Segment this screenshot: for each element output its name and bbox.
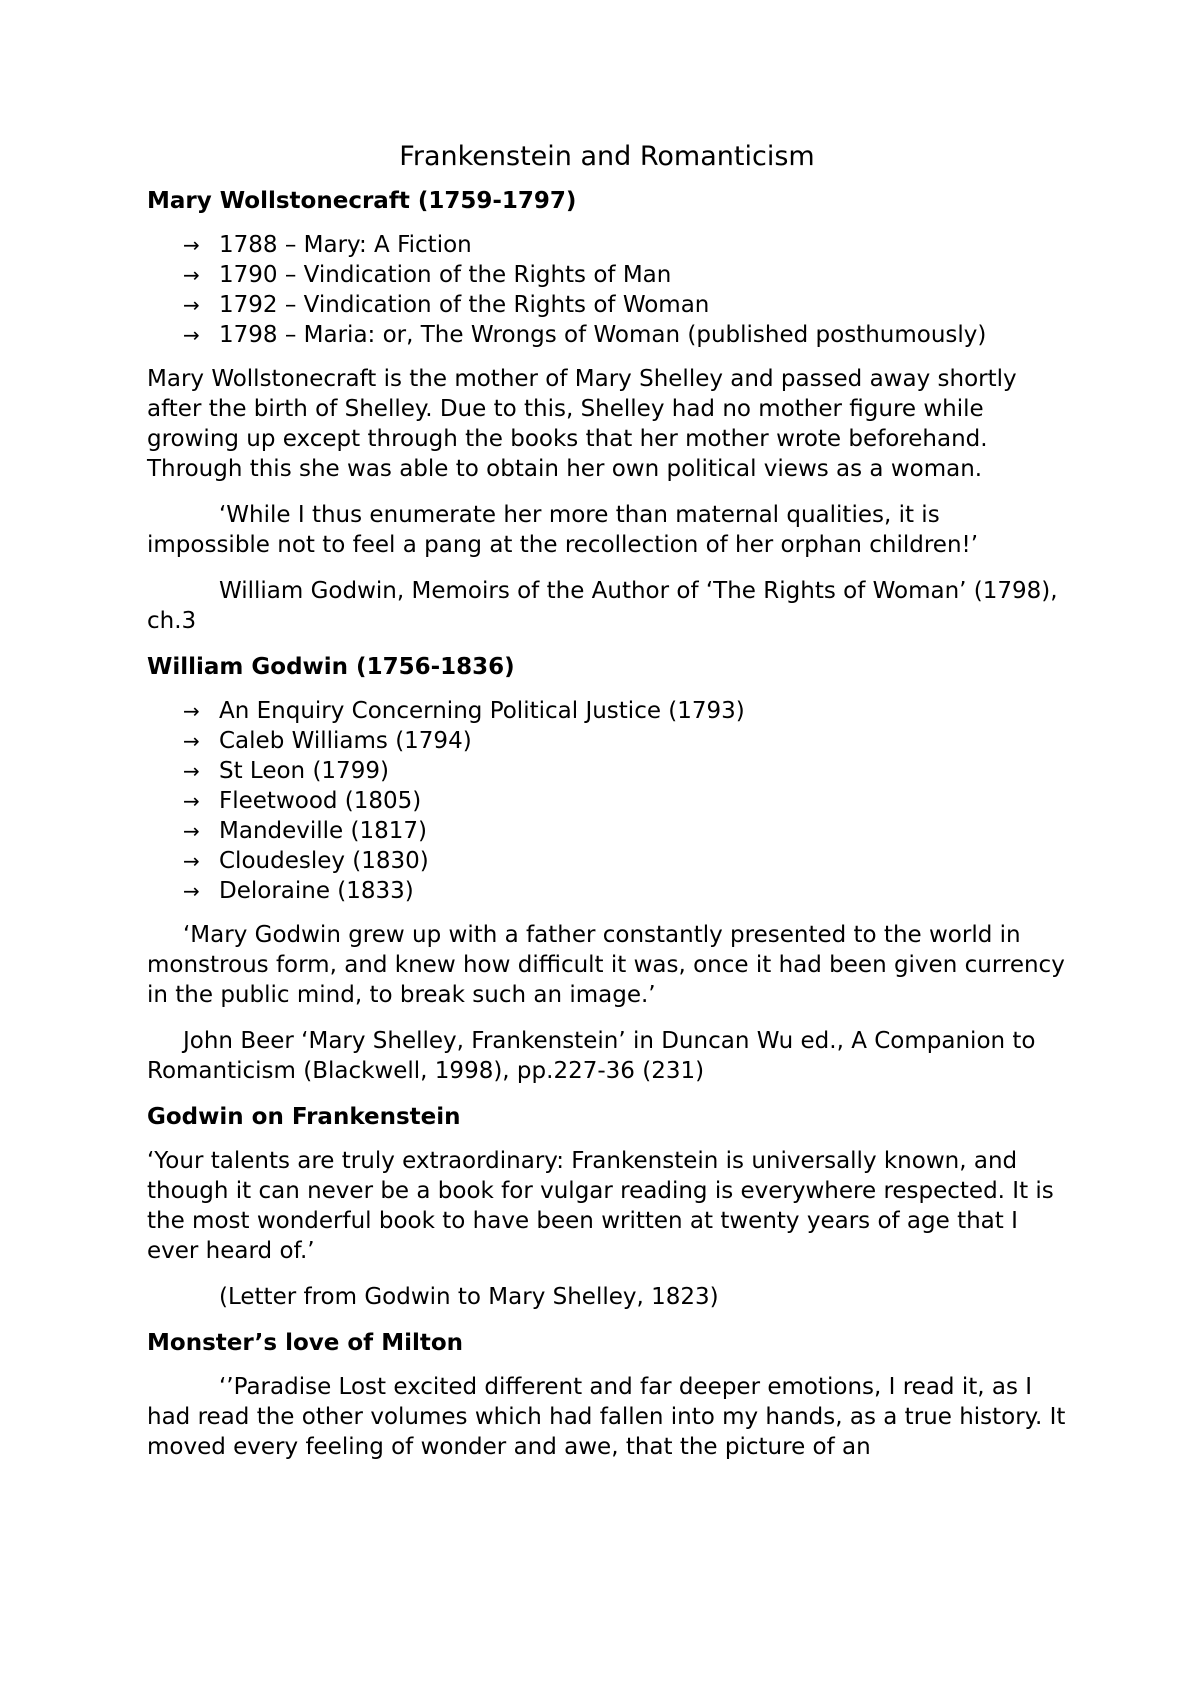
section-heading-wollstonecraft: Mary Wollstonecraft (1759-1797) xyxy=(147,188,577,214)
list-item: → Caleb Williams (1794) xyxy=(183,728,472,754)
wollstonecraft-quote: ‘While I thus enumerate her more than maternal qualities, it is impossible not to feel a pang at the recollection of her orphan children!’ xyxy=(147,502,979,558)
arrow-icon: → xyxy=(183,293,200,317)
document-page xyxy=(147,140,1067,1478)
milton-quote: ‘’Paradise Lost excited different and far deeper emotions, I read it, as I had read the other volumes which had fallen into my hands, as a true history. It moved every feeling of wonder and awe, that the picture of an xyxy=(147,1374,1066,1460)
list-item: → An Enquiry Concerning Political Justice (1793) xyxy=(183,698,745,724)
arrow-icon: → xyxy=(183,233,200,257)
godwin-letter-citation: (Letter from Godwin to Mary Shelley, 1823) xyxy=(219,1284,719,1310)
wollstonecraft-citation: William Godwin, Memoirs of the Author of ‘The Rights of Woman’ (1798), ch.3 xyxy=(147,578,1058,634)
godwin-works-list xyxy=(183,696,1067,906)
wollstonecraft-works-list xyxy=(183,230,1067,350)
list-item: → 1788 – Mary: A Fiction xyxy=(183,232,472,258)
arrow-icon: → xyxy=(183,759,200,783)
arrow-icon: → xyxy=(183,263,200,287)
arrow-icon: → xyxy=(183,729,200,753)
wollstonecraft-paragraph: Mary Wollstonecraft is the mother of Mary Shelley and passed away shortly after the birth of Shelley. Due to this, Shelley had no mother figure while growing up except through the books that her mother wrote beforehand. Through this she was able to obtain her own political views as a woman. xyxy=(147,366,1017,482)
list-item: → 1792 – Vindication of the Rights of Woman xyxy=(183,292,710,318)
godwin-quote: ‘Mary Godwin grew up with a father constantly presented to the world in monstrous form, and knew how difficult it was, once it had been given currency in the public mind, to break such an image.’ xyxy=(147,922,1065,1008)
arrow-icon: → xyxy=(183,819,200,843)
godwin-citation: John Beer ‘Mary Shelley, Frankenstein’ in Duncan Wu ed., A Companion to Romanticism (Blackwell, 1998), pp.227-36 (231) xyxy=(147,1028,1036,1084)
document-title: Frankenstein and Romanticism xyxy=(399,141,815,172)
section-heading-milton: Monster’s love of Milton xyxy=(147,1330,464,1356)
list-item: → 1790 – Vindication of the Rights of Man xyxy=(183,262,672,288)
list-item: → Deloraine (1833) xyxy=(183,878,414,904)
list-item: → Mandeville (1817) xyxy=(183,818,427,844)
arrow-icon: → xyxy=(183,699,200,723)
arrow-icon: → xyxy=(183,323,200,347)
arrow-icon: → xyxy=(183,849,200,873)
section-heading-godwin: William Godwin (1756-1836) xyxy=(147,654,515,680)
list-item: → Cloudesley (1830) xyxy=(183,848,429,874)
arrow-icon: → xyxy=(183,789,200,813)
list-item: → Fleetwood (1805) xyxy=(183,788,422,814)
list-item: → 1798 – Maria: or, The Wrongs of Woman (published posthumously) xyxy=(183,322,987,348)
arrow-icon: → xyxy=(183,879,200,903)
section-heading-godwin-on-frankenstein: Godwin on Frankenstein xyxy=(147,1104,461,1130)
list-item: → St Leon (1799) xyxy=(183,758,389,784)
godwin-letter-quote: ‘Your talents are truly extraordinary: Frankenstein is universally known, and though it can never be a book for vulgar reading is everywhere respected. It is the most wonderful book to have been written at twenty years of age that I ever heard of.’ xyxy=(147,1148,1054,1264)
